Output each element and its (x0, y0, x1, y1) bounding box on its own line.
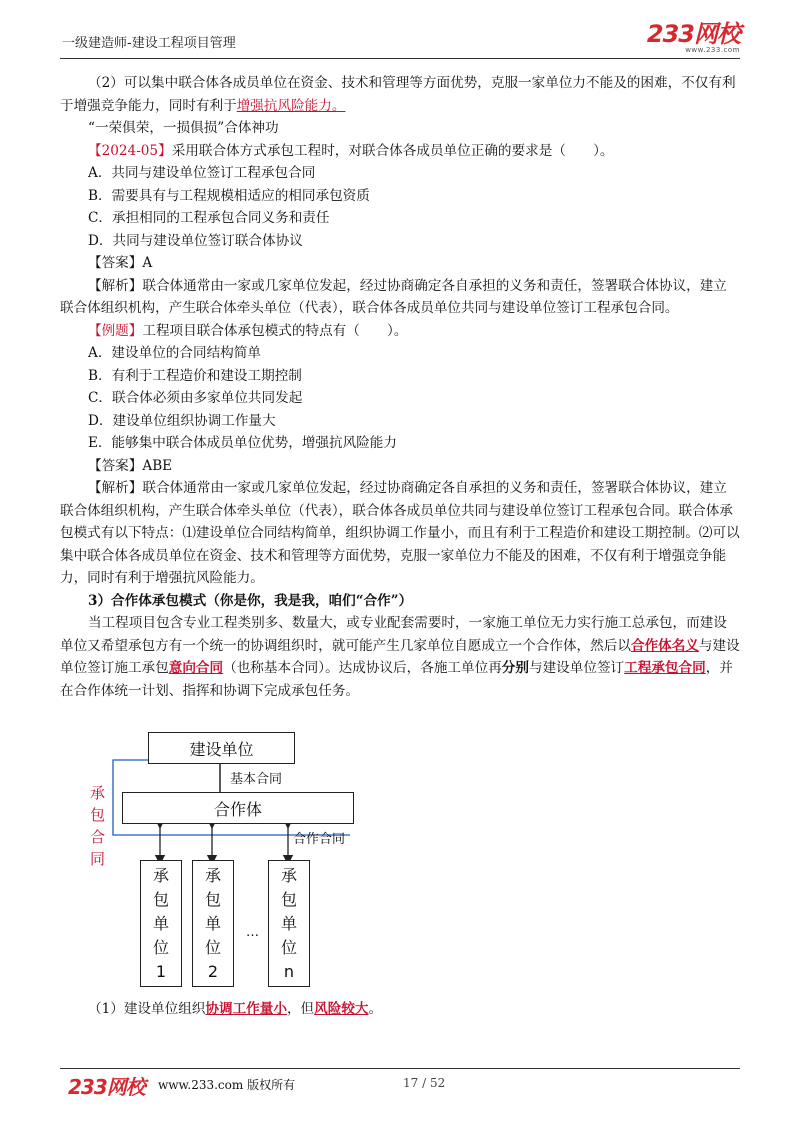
paragraph-text: ，但 (286, 1001, 315, 1017)
paragraph-text: 当工程项目包含专业工程类别多、数量大，或专业配套需要时，一家施工单位无力实行施工总承包，而建设单位又希望承包方有一个统一的协调组织时，就可能产生几家单位自愿成立一个合作体，然后以 (60, 615, 727, 654)
paragraph-text: 。 (368, 1001, 383, 1017)
answer: 【答案】ABE (88, 457, 173, 474)
footer-logo: 233网校 (68, 1075, 145, 1099)
keyword-intent-contract: 意向合同 (168, 660, 224, 676)
option: A．建设单位的合同结构简单 (88, 345, 261, 361)
page-footer (60, 1071, 740, 1101)
coop-contract-label: 合作合同 (293, 832, 346, 847)
unit-label: 承包单位n (280, 865, 297, 981)
contractor-unit-1 (140, 860, 182, 987)
question-2 (60, 320, 740, 343)
logo-text: 233网校 (646, 20, 740, 48)
header-divider (60, 58, 740, 59)
paragraph-text: （也称基本合同）。达成协议后，各施工单位再 (223, 660, 502, 676)
unit-label: 承包单位2 (204, 865, 221, 981)
option: A．共同与建设单位签订工程承包合同 (88, 165, 316, 181)
option: C．联合体必须由多家单位共同发起 (88, 390, 303, 406)
question-stem: 工程项目联合体承包模式的特点有（ ）。 (142, 322, 408, 339)
question-stem: 采用联合体方式承包工程时，对联合体各成员单位正确的要求是（ ）。 (171, 142, 614, 159)
paragraph-text: 与建设单位签订施工承包 (60, 637, 740, 676)
page-number: 17 / 52 (403, 1076, 446, 1090)
final-line-block (60, 998, 740, 1021)
question-tag: 【2024-05】 (88, 142, 172, 159)
unit-label: 承包单位1 (152, 865, 169, 981)
keyword-coop-name: 合作体名义 (630, 637, 699, 654)
paragraph-text: （2）可以集中联合体各成员单位在资金、技术和管理等方面优势，克服一家单位力不能及的困难，不仅有利于增强竞争能力，同时有利于 (60, 75, 736, 114)
page-body (60, 72, 740, 702)
keyword-small-coordination: 协调工作量小 (205, 1001, 287, 1017)
option: D．建设单位组织协调工作量大 (88, 412, 276, 429)
logo-url: www.233.com (685, 46, 740, 54)
keyword-high-risk: 风险较大 (314, 1001, 369, 1017)
paragraph-advantage (60, 72, 740, 117)
analysis: 【解析】联合体通常由一家或几家单位发起，经过协商确定各自承担的义务和责任，签署联合体协议，建立联合体组织机构，产生联合体牵头单位（代表），联合体各成员单位共同与建设单位签订工程承包合同。 (60, 277, 727, 316)
final-point (60, 998, 740, 1021)
option: E．能够集中联合体成员单位优势，增强抗风险能力 (88, 435, 397, 451)
keyword-project-contract: 工程承包合同 (624, 660, 706, 676)
client-box: 建设单位 (148, 732, 295, 764)
contract-side-label: 承包合同 (90, 784, 106, 868)
footer-site: www.233.com 版权所有 (158, 1078, 296, 1092)
keyword-separately: 分别 (501, 660, 529, 676)
doc-title: 一级建造师-建设工程项目管理 (62, 36, 236, 51)
answer: 【答案】A (88, 255, 153, 271)
paragraph-cooperation (60, 612, 740, 702)
brand-logo (647, 22, 740, 54)
footer-divider (60, 1068, 740, 1069)
option: D．共同与建设单位签订联合体协议 (88, 232, 303, 249)
option: C．承担相同的工程承包合同义务和责任 (88, 210, 330, 226)
ellipsis: … (246, 925, 259, 940)
contractor-unit-n (268, 860, 310, 987)
contractor-unit-2 (192, 860, 234, 987)
basic-contract-label: 基本合同 (230, 772, 283, 787)
question-1 (60, 140, 740, 163)
paragraph-text: 与建设单位签订 (528, 660, 625, 676)
cooperation-box: 合作体 (122, 792, 354, 824)
paragraph-text: （1）建设单位组织 (88, 1001, 206, 1017)
analysis: 【解析】联合体通常由一家或几家单位发起，经过协商确定各自承担的义务和责任，签署联合体协议，建立联合体组织机构，产生联合体牵头单位（代表），联合体各成员单位共同与建设单位签订工程承包合同。联合体承包模式有以下特点：⑴建设单位合同结构简单，组织协调工作量小，而且有利于工程造价和建设工期控制。⑵可以集中联合体各成员单位在资金、技术和管理等方面优势，克服一家单位力不能及的困难，不仅有利于增强竞争能力，同时有利于增强抗风险能力。 (60, 480, 740, 586)
cooperation-diagram (80, 730, 380, 1000)
question-tag: 【例题】 (88, 322, 143, 339)
option: B．有利于工程造价和建设工期控制 (88, 367, 302, 384)
section-heading: 3）合作体承包模式（你是你，我是我，咱们“合作”） (88, 592, 413, 609)
motto: “一荣俱荣，一损俱损”合体神功 (88, 120, 279, 136)
page-header (60, 22, 740, 58)
option: B．需要具有与工程规模相适应的相同承包资质 (88, 187, 370, 204)
paragraph-text: ，并在合作体统一计划、指挥和协调下完成承包任务。 (60, 660, 733, 699)
highlight-risk: 增强抗风险能力。 (236, 97, 346, 114)
